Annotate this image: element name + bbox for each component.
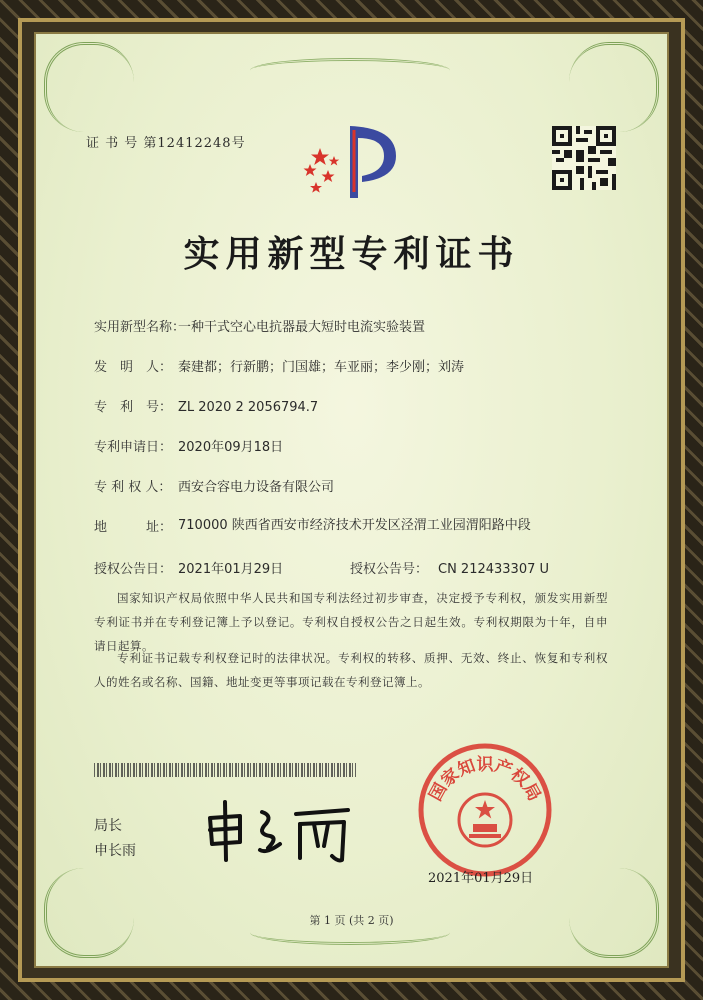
qr-code-icon [552, 126, 616, 190]
field-label: 地 址： [94, 520, 173, 535]
corner-ornament-top-left [44, 42, 134, 132]
director-title: 局长 [94, 818, 122, 834]
field-inventors [94, 356, 464, 375]
logo-stars-icon [304, 148, 340, 193]
field-address [94, 516, 538, 536]
field-value: 西安合容电力设备有限公司 [178, 480, 335, 495]
corner-ornament-top-right [569, 42, 659, 132]
field-patent-number [94, 396, 318, 415]
director-signature [200, 794, 360, 866]
certificate-number: 证 书 号 第12412248号 [86, 136, 246, 151]
field-label: 发 明 人： [94, 360, 173, 375]
cnipa-logo-icon [298, 120, 408, 202]
field-patentee [94, 476, 334, 495]
field-value: CN 212433307 U [438, 562, 550, 577]
field-label: 实用新型名称： [94, 320, 186, 335]
field-label: 专 利 号： [94, 400, 173, 415]
field-label: 专利申请日： [94, 440, 173, 455]
barcode [94, 763, 356, 777]
legal-status-paragraph: 专利证书记载专利权登记时的法律状况。专利权的转移、质押、无效、终止、恢复和专利权人的姓名或名称、国籍、地址变更等事项记载在专利登记簿上。 [94, 651, 608, 689]
field-value: 2021年01月29日 [178, 562, 284, 577]
field-application-date [94, 436, 283, 455]
field-announcement-date [94, 558, 283, 577]
official-seal [415, 740, 555, 880]
seal-grant-date: 2021年01月29日 [428, 871, 534, 886]
director-name: 申长雨 [94, 843, 136, 859]
field-value: 2020年09月18日 [178, 440, 284, 455]
field-value: ZL 2020 2 2056794.7 [178, 400, 319, 415]
field-label: 专 利 权 人： [94, 480, 172, 495]
certificate-title: 实用新型专利证书 [183, 234, 520, 275]
field-value: 一种干式空心电抗器最大短时电流实验装置 [178, 320, 426, 335]
page-number: 第 1 页 (共 2 页) [309, 914, 394, 927]
field-label: 授权公告日： [94, 562, 173, 577]
field-utility-model-name [94, 316, 425, 335]
field-label: 授权公告号： [350, 562, 429, 577]
field-value: 秦建都；行新鹏；门国雄；车亚丽；李少刚；刘涛 [178, 360, 465, 375]
svg-text:国家知识产权局: 国家知识产权局 [425, 755, 545, 805]
field-value: 710000 陕西省西安市经济技术开发区泾渭工业园渭阳路中段 [178, 518, 531, 533]
top-ornament [250, 58, 450, 83]
field-announcement-number [350, 558, 549, 577]
grant-statement-paragraph: 国家知识产权局依照中华人民共和国专利法经过初步审查，决定授予专利权，颁发实用新型专利证书并在专利登记簿上予以登记。专利权自授权公告之日起生效。专利权期限为十年，自申请日起算。 [94, 591, 608, 653]
national-emblem-icon [459, 794, 511, 846]
